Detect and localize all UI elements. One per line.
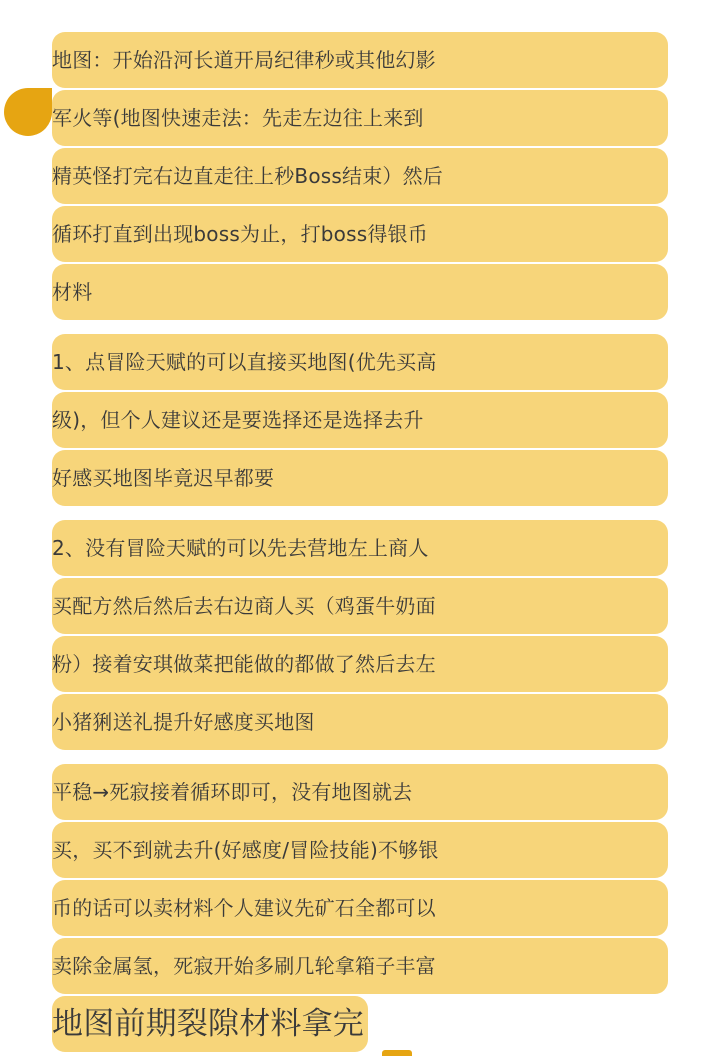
highlighted-text[interactable]: 军火等(地图快速走法：先走左边往上来到 bbox=[52, 90, 668, 146]
highlighted-text[interactable]: 币的话可以卖材料个人建议先矿石全都可以 bbox=[52, 880, 668, 936]
highlighted-text[interactable]: 级)，但个人建议还是要选择还是选择去升 bbox=[52, 392, 668, 448]
paragraph-line bbox=[52, 392, 668, 448]
paragraph-adventure-talent bbox=[52, 334, 668, 508]
highlighted-text[interactable]: 买，买不到就去升(好感度/冒险技能)不够银 bbox=[52, 822, 668, 878]
paragraph-line bbox=[52, 264, 668, 320]
paragraph-line bbox=[52, 148, 668, 204]
paragraph-line bbox=[52, 450, 668, 506]
highlighted-text[interactable]: 循环打直到出现boss为止，打boss得银币 bbox=[52, 206, 668, 262]
highlighted-text[interactable]: 平稳→死寂接着循环即可，没有地图就去 bbox=[52, 764, 668, 820]
paragraph-line bbox=[52, 636, 668, 692]
paragraph-line bbox=[52, 32, 668, 88]
highlighted-text[interactable]: 材料 bbox=[52, 264, 668, 320]
highlighted-text[interactable]: 卖除金属氢，死寂开始多刷几轮拿箱子丰富 bbox=[52, 938, 668, 994]
paragraph-line bbox=[52, 206, 668, 262]
highlighted-text[interactable]: 买配方然后然后去右边商人买（鸡蛋牛奶面 bbox=[52, 578, 668, 634]
highlight-end-handle[interactable] bbox=[382, 1050, 412, 1056]
paragraph-line bbox=[52, 822, 668, 878]
paragraph-map-route bbox=[52, 32, 668, 322]
paragraph-line bbox=[52, 880, 668, 936]
highlighted-text[interactable]: 精英怪打完右边直走往上秒Boss结束）然后 bbox=[52, 148, 668, 204]
highlighted-text[interactable]: 小猪猁送礼提升好感度买地图 bbox=[52, 694, 668, 750]
paragraph-line bbox=[52, 90, 668, 146]
highlighted-text[interactable]: 地图：开始沿河长道开局纪律秒或其他幻影 bbox=[52, 32, 668, 88]
highlighted-text[interactable]: 好感买地图毕竟迟早都要 bbox=[52, 450, 668, 506]
paragraph-line bbox=[52, 938, 668, 994]
paragraph-line bbox=[52, 334, 668, 390]
highlighted-text[interactable]: 地图前期裂隙材料拿完 bbox=[52, 996, 368, 1052]
highlighted-text[interactable]: 1、点冒险天赋的可以直接买地图(优先买高 bbox=[52, 334, 668, 390]
paragraph-loop-strategy bbox=[52, 764, 668, 1054]
highlighted-text[interactable]: 2、没有冒险天赋的可以先去营地左上商人 bbox=[52, 520, 668, 576]
paragraph-no-adventure-talent bbox=[52, 520, 668, 752]
paragraph-line bbox=[52, 694, 668, 750]
paragraph-line bbox=[52, 764, 668, 820]
paragraph-line bbox=[52, 520, 668, 576]
highlight-anchor-handle[interactable] bbox=[4, 88, 52, 136]
paragraph-line bbox=[52, 578, 668, 634]
paragraph-line bbox=[52, 996, 668, 1052]
highlighted-text[interactable]: 粉）接着安琪做菜把能做的都做了然后去左 bbox=[52, 636, 668, 692]
